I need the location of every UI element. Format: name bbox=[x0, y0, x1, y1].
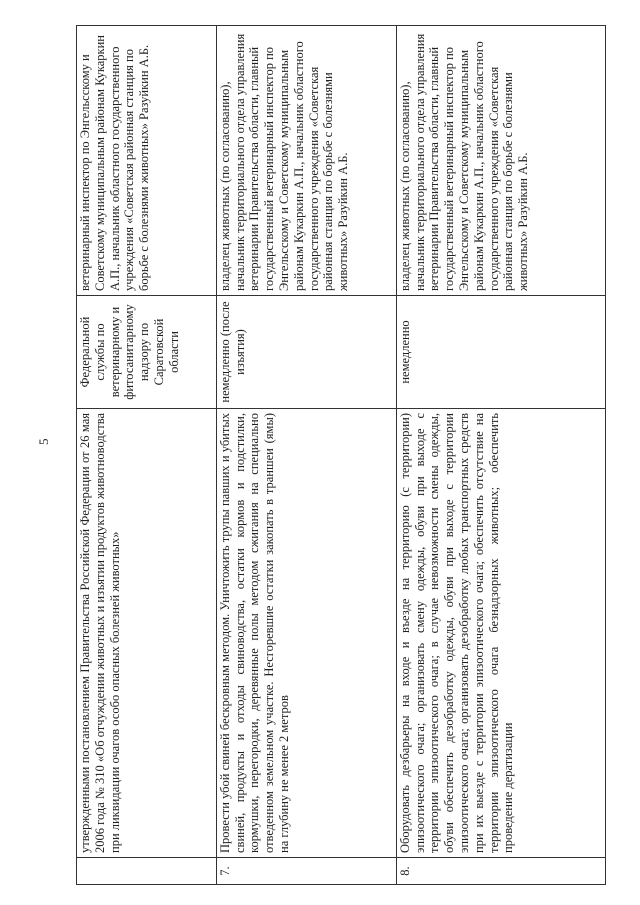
term-cell: Федеральной службы по ветеринарному и фитосанитарному надзору по Саратовской области bbox=[77, 296, 217, 409]
term-cell: немедленно bbox=[396, 296, 605, 409]
action-cell: Оборудовать дезбарьеры на входе и въезде на территорию (с территории) эпизоотического очага; организовать смену одежды, обуви при выходе с территории эпизоотического очага; в случае невозможности смены одежды, обуви обеспечить дезобработку одежды, обуви при выходе с территории эпизоотического очага; организовать дезобработку любых транспортных средств при их выезде с территории эпизоотического очага; обеспечить отсутствие на территории эпизоотического очага безнадзорных животных; обеспечить проведение дератизации bbox=[396, 409, 605, 858]
responsible-cell: владелец животных (по согласованию), начальник территориального отдела управления ветеринарии Правительства области, главный государственный ветеринарный инспектор по Энгельсскому и Советскому муниципальным районам Кукаркин А.П., начальник областного государственного учреждения «Советская районная станция по борьбе с болезнями животных» Разуйкин А.Б. bbox=[216, 26, 396, 296]
table-row bbox=[77, 26, 217, 885]
rotated-content bbox=[76, 25, 606, 885]
term-cell: немедленно (после изъятия) bbox=[216, 296, 396, 409]
row-number: 8. bbox=[396, 858, 605, 885]
action-cell: утвержденными постановлением Правительства Российской Федерации от 26 мая 2006 года № 310 «Об отчуждении животных и изъятии продуктов животноводства при ликвидации очагов особо опасных болезней животных» bbox=[77, 409, 217, 858]
page-number: 5 bbox=[36, 438, 51, 445]
action-cell: Провести убой свиней бескровным методом. Уничтожить трупы павших и убитых свиней, продукты и отходы свиноводства, остатки кормов и подстилки, кормушки, перегородки, деревянные полы методом сжигания на специально отведенном земельном участке. Несгоревшие остатки закопать в траншеи (ямы) на глубину не менее 2 метров bbox=[216, 409, 396, 858]
table-row bbox=[396, 26, 605, 885]
row-number: 7. bbox=[216, 858, 396, 885]
responsible-cell: владелец животных (по согласованию), начальник территориального отдела управления ветеринарии Правительства области, главный государственный ветеринарный инспектор по Энгельсскому и Советскому муниципальным районам Кукаркин А.П., начальник областного государственного учреждения «Советская районная станция по борьбе с болезнями животных» Разуйкин А.Б. bbox=[396, 26, 605, 296]
table-row bbox=[216, 26, 396, 885]
row-number bbox=[77, 858, 217, 885]
responsible-cell: ветеринарный инспектор по Энгельсскому и Советскому муниципальным районам Кукаркин А.П., начальник областного государственного учреждения «Советская районная станция по борьбе с болезнями животных» Разуйкин А.Б. bbox=[77, 26, 217, 296]
measures-table bbox=[76, 25, 606, 885]
